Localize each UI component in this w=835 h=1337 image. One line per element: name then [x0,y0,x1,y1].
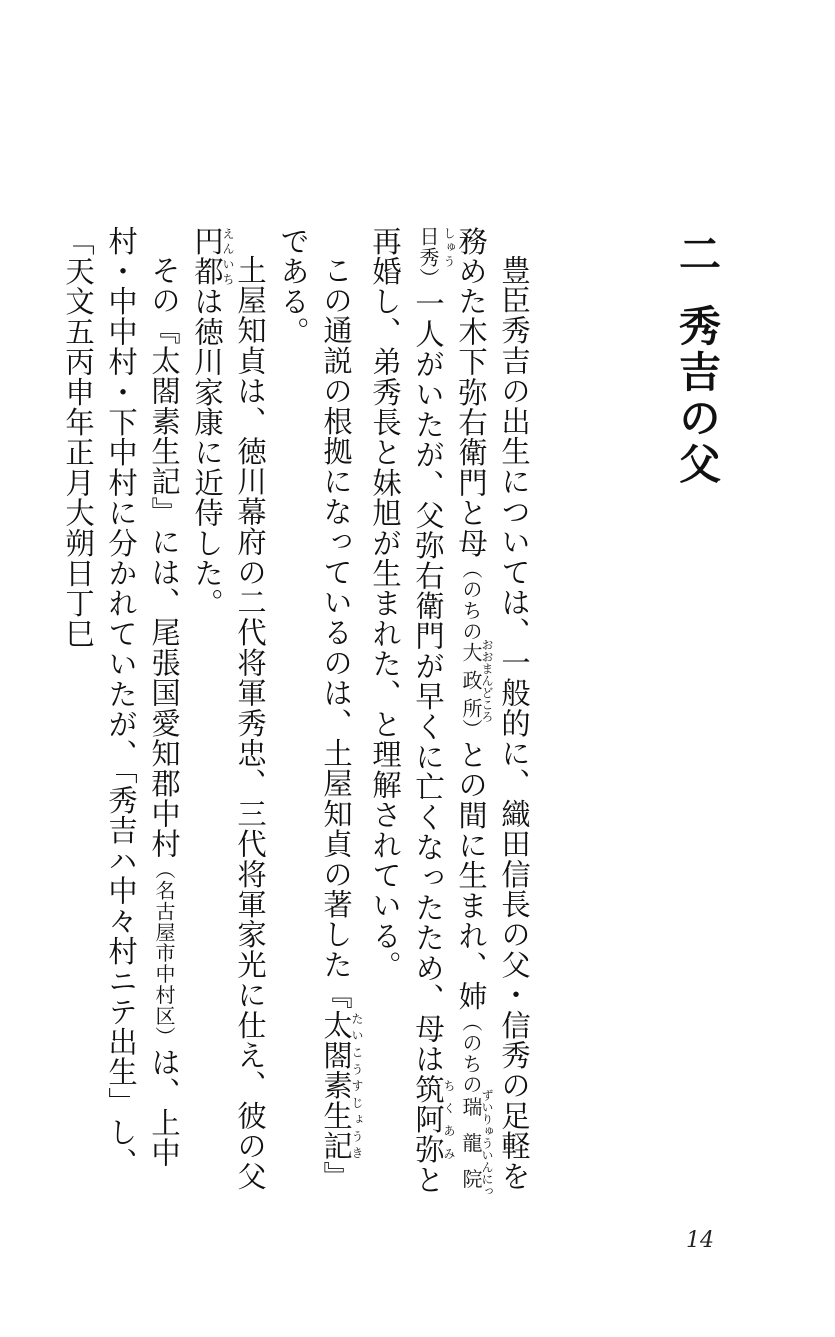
section-heading [667,232,727,488]
page-number: 14 [686,1228,714,1253]
section-number: 二 [673,232,722,278]
section-title: 秀吉の父 [673,304,722,488]
ruby-word: 筑阿弥ちくあみ [411,1073,456,1165]
parenthetical-note: （のちの [459,1011,483,1096]
ruby-word: 太閤素生記たいこうすじょうき [319,1010,364,1162]
paragraph-3: 土屋知貞は、徳川幕府の二代将軍秀忠、三代将軍家光に仕え、彼の父円都えんいちは徳川家康に近侍した。 [190,226,267,1192]
paragraph-1: 豊臣秀吉の出生については、一般的に、織田信長の父・信秀の足軽を務めた木下弥右衛門と母（のちの大政所おおまんどころ）との間に生まれ、姉（のちの瑞龍院日秀ずいりゅういんにっしゅう）一人がいたが、父弥右衛門が早くに亡くなったため、母は筑阿弥ちくあみと再婚し、弟秀長と妹旭が生まれた、と理解されている。 [368,226,531,1198]
parenthetical-note: （名古屋市中村区） [152,859,176,1048]
paragraph-4: その『太閤素生記』には、尾張国愛知郡中村（名古屋市中村区）は、上中村・中中村・下中村に分かれていたが、「秀吉ハ中々村ニテ出生」し、「天文五丙申年正月大朔日丁巳 [61,226,181,1178]
parenthetical-note: ） [459,718,483,740]
ruby-word: 瑞龍院日秀ずいりゅういんにっしゅう [416,226,494,1198]
ruby-word: 円都えんいち [190,226,235,287]
ruby-word: 大政所おおまんどころ [459,638,494,723]
body-text [61,226,535,1206]
paragraph-2: この通説の根拠になっているのは、土屋知貞の著した『太閤素生記たいこうすじょうき』である。 [276,226,364,1192]
parenthetical-note: （のちの [459,558,483,642]
parenthetical-note: ） [416,267,440,289]
